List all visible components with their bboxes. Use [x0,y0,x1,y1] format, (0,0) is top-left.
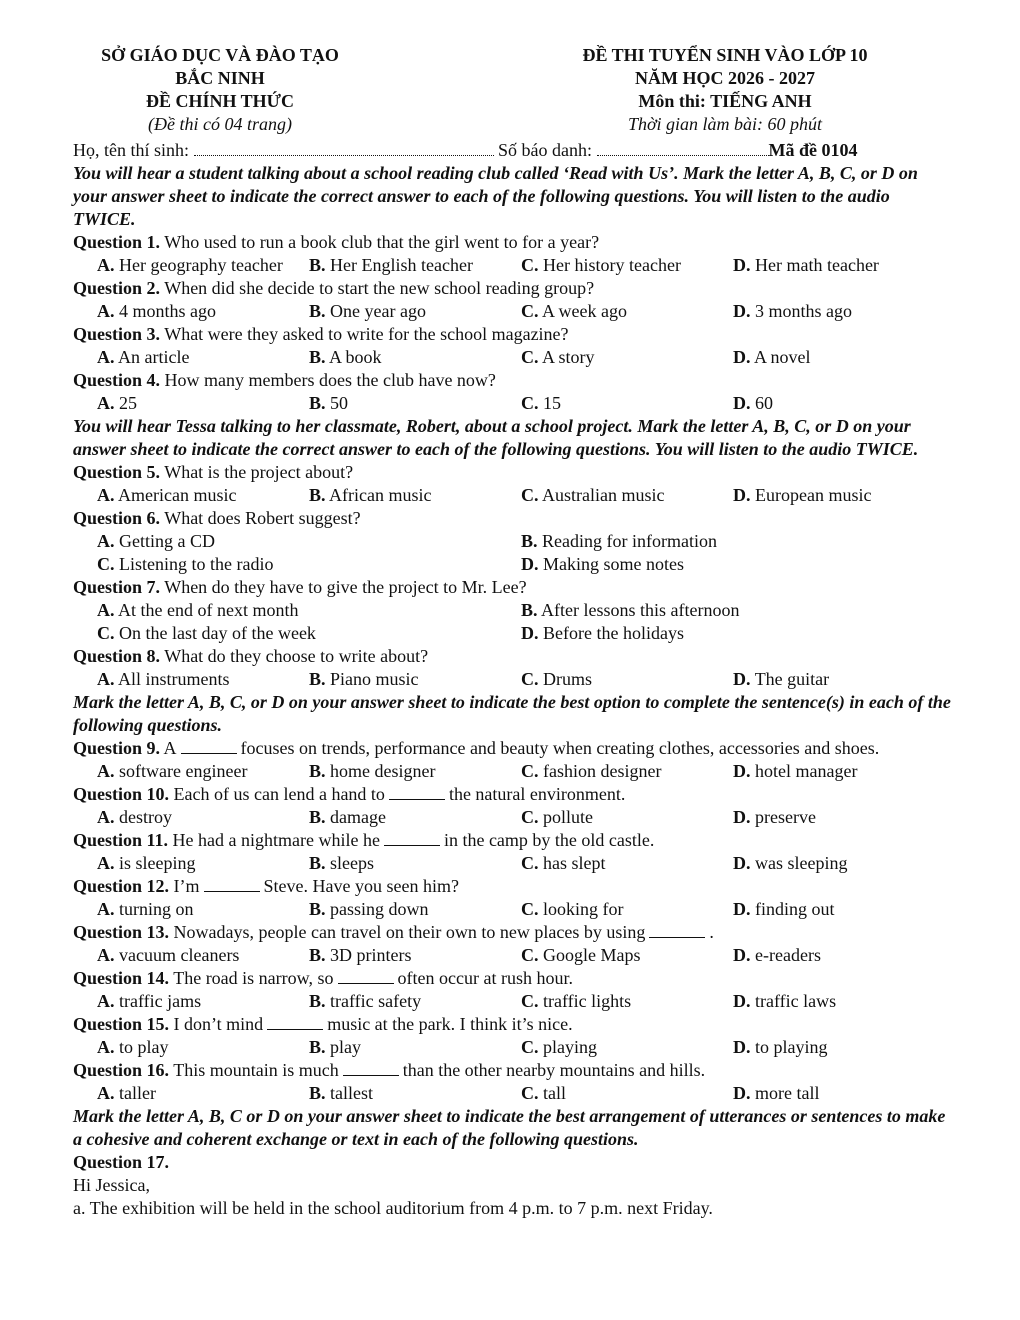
option-a[interactable]: A. An article [97,347,190,367]
options-row [73,1036,953,1059]
completion-instruction: Mark the letter A, B, C, or D on your answer sheet to indicate the best option to complete the sentence(s) in each of the following questions. [73,692,951,735]
option-b[interactable]: B. 50 [309,393,349,413]
question-number: Question 4. [73,370,161,390]
option-d[interactable]: D. was sleeping [733,853,848,873]
question-number: Question 12. [73,876,170,896]
option-d[interactable]: D. Her math teacher [733,255,879,275]
time-limit: Thời gian làm bài: 60 phút [627,114,823,134]
subject-name: Môn thi: TIẾNG ANH [638,91,812,111]
option-b[interactable]: B. Her English teacher [309,255,473,275]
question-13: Question 13. Nowadays, people can travel on their own to new places by using . [73,922,714,942]
option-c[interactable]: C. Australian music [521,485,665,505]
question-text: Who used to run a book club that the girl went to for a year? [164,232,600,252]
answer-blank [204,875,260,892]
option-c[interactable]: C. Drums [521,669,592,689]
option-c[interactable]: C. A story [521,347,595,367]
options-row [73,760,953,783]
question-6 [73,507,953,530]
question-text: When do they have to give the project to Mr. Lee? [164,577,527,597]
option-c[interactable]: C. traffic lights [521,991,632,1011]
option-a[interactable]: A. is sleeping [97,853,196,873]
question-text: What does Robert suggest? [164,508,361,528]
options-row [73,346,953,369]
option-c[interactable]: C. Her history teacher [521,255,681,275]
candidate-id-field[interactable] [597,139,769,156]
question-number: Question 10. [73,784,170,804]
question-1 [73,231,953,254]
option-d[interactable]: D. traffic laws [733,991,837,1011]
options-row [73,553,953,576]
candidate-id-label: Số báo danh: [498,140,592,160]
question-5 [73,461,953,484]
option-c[interactable]: C. 15 [521,393,561,413]
option-b[interactable]: B. passing down [309,899,429,919]
options-row [73,530,953,553]
question-number: Question 15. [73,1014,170,1034]
exam-content [73,139,953,1220]
option-c[interactable]: C. fashion designer [521,761,662,781]
options-row [73,622,953,645]
option-c[interactable]: C. tall [521,1083,566,1103]
question-15: Question 15. I don’t mind music at the park. I think it’s nice. [73,1014,573,1034]
question-number: Question 2. [73,278,161,298]
options-row [73,898,953,921]
exam-code: Mã đề 0104 [768,140,858,160]
question-12: Question 12. I’m Steve. Have you seen him? [73,876,459,896]
question-3 [73,323,953,346]
listening-instruction-1: You will hear a student talking about a school reading club called ‘Read with Us’. Mark the letter A, B, C, or D on your answer sheet to indicate the correct answer to each of the following questions. You will listen to the audio TWICE. [73,163,918,229]
options-row [73,300,953,323]
option-b[interactable]: B. traffic safety [309,991,422,1011]
option-b[interactable]: B. Reading for information [521,531,717,551]
option-b[interactable]: B. African music [309,485,432,505]
question-14: Question 14. The road is narrow, so often occur at rush hour. [73,968,573,988]
question-11: Question 11. He had a nightmare while he in the camp by the old castle. [73,830,655,850]
option-c[interactable]: C. playing [521,1037,597,1057]
option-b[interactable]: B. play [309,1037,362,1057]
question-number: Question 11. [73,830,169,850]
option-b[interactable]: B. 3D printers [309,945,412,965]
question-number: Question 16. [73,1060,170,1080]
header-right [490,44,960,136]
question-10: Question 10. Each of us can lend a hand to the natural environment. [73,784,626,804]
question-4 [73,369,953,392]
candidate-name-field[interactable] [194,139,494,156]
question-text: How many members does the club have now? [164,370,496,390]
option-a[interactable]: A. destroy [97,807,172,827]
option-a[interactable]: A. software engineer [97,761,248,781]
option-a[interactable]: A. All instruments [97,669,230,689]
options-row [73,484,953,507]
question-text: What were they asked to write for the school magazine? [164,324,569,344]
question-number: Question 7. [73,577,161,597]
arrangement-instruction: Mark the letter A, B, C or D on your answer sheet to indicate the best arrangement of utterances or sentences to make a cohesive and coherent exchange or text in each of the following questions. [73,1106,946,1149]
question-number: Question 14. [73,968,170,988]
answer-blank [389,783,445,800]
exam-header [60,44,960,140]
option-d[interactable]: D. to playing [733,1037,828,1057]
question-number: Question 3. [73,324,161,344]
option-a[interactable]: A. Getting a CD [97,531,215,551]
option-b[interactable]: B. damage [309,807,386,827]
option-c[interactable]: C. Listening to the radio [97,554,274,574]
question-text: When did she decide to start the new school reading group? [164,278,595,298]
option-a[interactable]: A. At the end of next month [97,600,299,620]
option-b[interactable]: B. A book [309,347,382,367]
option-c[interactable]: C. On the last day of the week [97,623,316,643]
option-d[interactable]: D. Making some notes [521,554,684,574]
question-16: Question 16. This mountain is much than the other nearby mountains and hills. [73,1060,706,1080]
question-number: Question 8. [73,646,161,666]
option-a[interactable]: A. turning on [97,899,194,919]
option-b[interactable]: B. One year ago [309,301,426,321]
option-c[interactable]: C. pollute [521,807,593,827]
option-d[interactable]: D. The guitar [733,669,830,689]
option-d[interactable]: D. more tall [733,1083,820,1103]
option-d[interactable]: D. 60 [733,393,773,413]
candidate-info-line [73,139,953,162]
options-row [73,852,953,875]
option-d[interactable]: D. finding out [733,899,835,919]
options-row [73,254,953,277]
option-a[interactable]: A. 4 months ago [97,301,216,321]
candidate-name-label: Họ, tên thí sinh: [73,140,189,160]
question-17: Question 17. [73,1152,170,1172]
option-d[interactable]: D. 3 months ago [733,301,852,321]
letter-greeting: Hi Jessica, [73,1175,150,1195]
option-a[interactable]: A. taller [97,1083,156,1103]
question-number: Question 6. [73,508,161,528]
question-text: What do they choose to write about? [164,646,429,666]
utterance-a: a. The exhibition will be held in the school auditorium from 4 p.m. to 7 p.m. next Friday. [73,1198,713,1218]
option-c[interactable]: C. A week ago [521,301,627,321]
answer-blank [384,829,440,846]
answer-blank [267,1013,323,1030]
question-7 [73,576,953,599]
header-left [60,44,380,136]
option-d[interactable]: D. Before the holidays [521,623,684,643]
question-number: Question 5. [73,462,161,482]
options-row [73,990,953,1013]
question-number: Question 13. [73,922,170,942]
option-c[interactable]: C. Google Maps [521,945,641,965]
options-row [73,806,953,829]
department-name: SỞ GIÁO DỤC VÀ ĐÀO TẠO [101,45,339,65]
options-row [73,599,953,622]
option-c[interactable]: C. looking for [521,899,624,919]
answer-blank [181,737,237,754]
option-a[interactable]: A. 25 [97,393,137,413]
question-2 [73,277,953,300]
option-b[interactable]: B. tallest [309,1083,374,1103]
listening-instruction-2: You will hear Tessa talking to her classmate, Robert, about a school project. Mark the letter A, B, C, or D on your answer sheet to indicate the correct answer to each of the following questions. You will listen to the audio TWICE. [73,416,919,459]
options-row [73,392,953,415]
option-c[interactable]: C. has slept [521,853,606,873]
answer-blank [649,921,705,938]
option-a[interactable]: A. vacuum cleaners [97,945,240,965]
option-d[interactable]: D. A novel [733,347,811,367]
option-d[interactable]: D. hotel manager [733,761,858,781]
page-count-note: (Đề thi có 04 trang) [148,114,292,134]
question-text: What is the project about? [164,462,354,482]
options-row [73,944,953,967]
school-year: NĂM HỌC 2026 - 2027 [635,68,815,88]
option-b[interactable]: B. Piano music [309,669,419,689]
answer-blank [343,1059,399,1076]
answer-blank [338,967,394,984]
question-number: Question 1. [73,232,161,252]
option-d[interactable]: D. e-readers [733,945,821,965]
options-row [73,1082,953,1105]
option-a[interactable]: A. American music [97,485,237,505]
option-d[interactable]: D. European music [733,485,872,505]
options-row [73,668,953,691]
option-b[interactable]: B. sleeps [309,853,375,873]
option-a[interactable]: A. to play [97,1037,169,1057]
option-d[interactable]: D. preserve [733,807,816,827]
official-exam-label: ĐỀ CHÍNH THỨC [145,91,295,111]
option-b[interactable]: B. home designer [309,761,436,781]
exam-title: ĐỀ THI TUYỂN SINH VÀO LỚP 10 [582,45,868,65]
question-number: Question 9. [73,738,161,758]
question-8 [73,645,953,668]
province-name: BẮC NINH [175,68,265,88]
option-a[interactable]: A. traffic jams [97,991,202,1011]
option-a[interactable]: A. Her geography teacher [97,255,283,275]
question-9: Question 9. A focuses on trends, performance and beauty when creating clothes, accessories and shoes. [73,738,880,758]
option-b[interactable]: B. After lessons this afternoon [521,600,740,620]
